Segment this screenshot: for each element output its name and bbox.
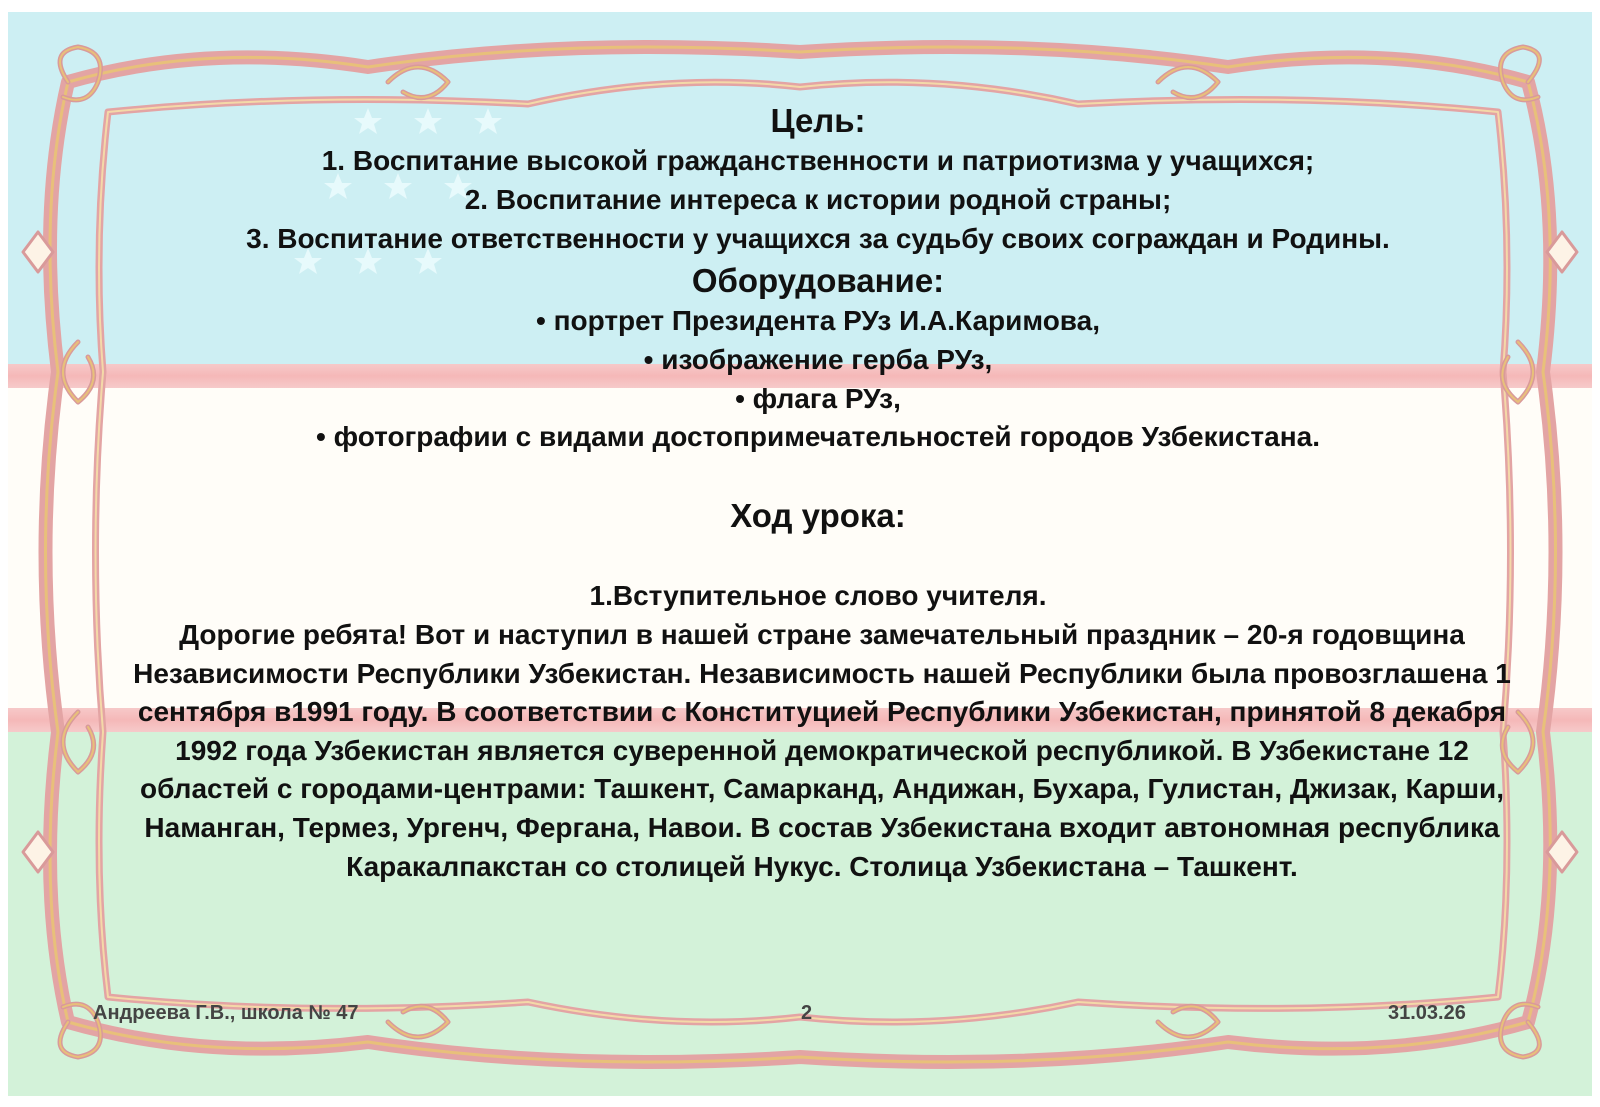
footer-author: Андреева Г.В., школа № 47 (93, 1002, 359, 1024)
slide (8, 12, 1592, 1096)
equipment-item-3: • флага РУз, (735, 383, 901, 414)
equipment-heading: Оборудование: (691, 262, 945, 299)
intro-paragraph: Дорогие ребята! Вот и наступил в нашей стране замечательный праздник – 20-я годовщина Независимости Республики Узбекистан. Независимость нашей Республики была провозглашена 1 сентября в1991 году. В соответствии с Конституцией Республики Узбекистан, принятой 8 декабря 1992 года Узбекистан является суверенной демократической республикой. В Узбекистане 12 областей с городами-центрами: Ташкент, Самарканд, Андижан, Бухара, Гулистан, Джизак, Карши, Наманган, Термез, Ургенч, Фергана, Навои. В состав Узбекистана входит автономная республика Каракалпакстан со столицей Нукус. Столица Узбекистана – Ташкент. (133, 619, 1511, 882)
footer-date: 31.03.26 (1388, 1002, 1466, 1024)
equipment-item-2: • изображение герба РУз, (643, 344, 993, 375)
intro-title: 1.Вступительное слово учителя. (589, 580, 1047, 611)
goal-heading: Цель: (770, 102, 866, 139)
goal-item-1: 1. Воспитание высокой гражданственности и патриотизма у учащихся; (321, 145, 1315, 176)
equipment-item-1: • портрет Президента РУз И.А.Каримова, (536, 305, 1100, 336)
goal-item-3: 3. Воспитание ответственности у учащихся за судьбу своих сограждан и Родины. (246, 223, 1390, 254)
goal-item-2: 2. Воспитание интереса к истории родной страны; (464, 184, 1172, 215)
lesson-heading: Ход урока: (730, 497, 906, 534)
page-number: 2 (801, 1002, 813, 1024)
equipment-item-4: • фотографии с видами достопримечательностей городов Узбекистана. (316, 421, 1320, 452)
